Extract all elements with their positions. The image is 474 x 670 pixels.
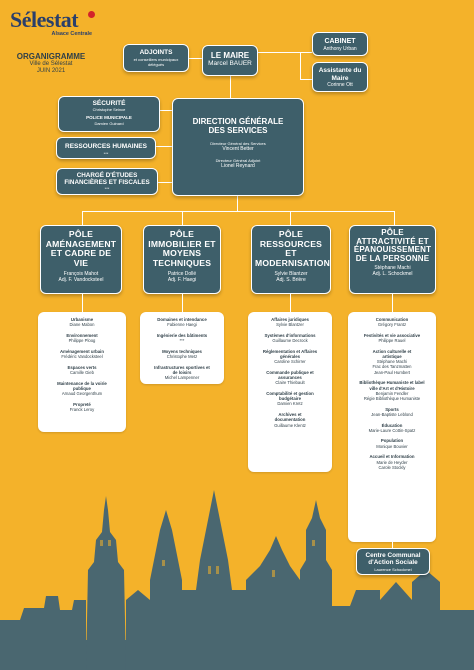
pole-ressources-box[interactable] xyxy=(251,225,331,294)
connector xyxy=(230,76,231,98)
connector xyxy=(394,211,395,225)
logo-name: Sélestat xyxy=(10,7,79,32)
connector xyxy=(237,196,238,211)
connector xyxy=(160,110,172,111)
skyline-center xyxy=(246,536,300,670)
police-title: POLICE MUNICIPALE xyxy=(86,115,132,120)
connector xyxy=(258,52,312,53)
window xyxy=(216,566,219,574)
list-item: Moyens techniques Christophe Metz xyxy=(162,348,202,360)
securite-name: Christophe Seince xyxy=(92,107,126,112)
pole-chief: François Mahot xyxy=(63,271,99,277)
dgs-role2: Directeur Général Adjoint xyxy=(215,158,261,163)
connector xyxy=(82,211,83,225)
cabinet-name: Anthony Urban xyxy=(323,46,357,52)
page-title: ORGANIGRAMME xyxy=(16,52,86,61)
connector xyxy=(158,182,172,183)
assistante-box[interactable] xyxy=(312,62,368,92)
list-item: Domaines et intendance Fabienne Haegi xyxy=(157,317,207,328)
dgs-role1: Directeur Général des Services xyxy=(210,141,266,146)
dgs-name2: Lionel Reynard xyxy=(221,163,255,169)
pole-title: PÔLE ATTRACTIVITÉ ET ÉPANOUISSEMENT DE LA PERSONNE xyxy=(353,228,432,263)
etudes-title: CHARGÉ D'ÉTUDES FINANCIÈRES ET FISCALES xyxy=(64,172,150,187)
skyline-far-right xyxy=(380,570,474,670)
connector xyxy=(290,294,291,312)
window xyxy=(272,570,275,577)
pole-chief: Sylvie Blantzer xyxy=(274,271,308,277)
list-item: Propreté Franck Leroy xyxy=(69,401,95,412)
skyline-middle xyxy=(126,510,182,670)
assistante-title: Assistante du Maire xyxy=(318,67,362,82)
adjoints-box[interactable] xyxy=(123,44,189,72)
connector xyxy=(188,58,202,59)
skyline-tower-right xyxy=(300,500,332,670)
skyline-water-tower xyxy=(86,496,126,670)
list-item: Action culturelle et artistique Stéphane Machi Frac des Tanzmatten Jean-Paul Humbert xyxy=(372,348,412,375)
window xyxy=(100,540,103,546)
connector xyxy=(82,211,394,212)
list-item: Comptabilité et gestion budgétaire Damien Kretz xyxy=(266,391,314,407)
rh-name: *** xyxy=(103,151,109,156)
pole-amenagement-box[interactable] xyxy=(40,225,122,294)
list-item: Aménagement urbain Frédéric Vandocksteel xyxy=(60,348,104,360)
cabinet-title: CABINET xyxy=(324,38,356,45)
pole-ressources-list xyxy=(248,312,332,472)
list-item: Maintenance de la voirie publique Arnaud Georgenthum xyxy=(57,380,107,397)
pole-immobilier-list xyxy=(140,312,224,384)
pole-adj: Adj. L. Schockmel xyxy=(372,271,413,278)
cabinet-box[interactable] xyxy=(312,32,368,56)
pole-adj: Adj. F. Haegi xyxy=(167,277,197,283)
securite-title: SÉCURITÉ xyxy=(92,100,126,107)
list-item: Commande publique et assurances Claire Thiebault xyxy=(266,369,314,386)
etudes-box[interactable] xyxy=(56,168,158,195)
maire-title: LE MAIRE xyxy=(210,51,250,60)
maire-box[interactable] xyxy=(202,45,258,76)
pole-title: PÔLE AMÉNAGEMENT ET CADRE DE VIE xyxy=(45,229,117,268)
rh-box[interactable] xyxy=(56,137,156,159)
window xyxy=(162,560,165,566)
connector xyxy=(182,211,183,225)
list-item: Accueil et Information Marie de Heyder Carole Stockly xyxy=(369,454,415,470)
ccas-name: Laurence Schockmel xyxy=(374,567,412,573)
ccas-box[interactable] xyxy=(356,548,430,575)
list-item: Archives et documentation Guillaume Klentz xyxy=(274,412,306,428)
connector xyxy=(82,294,83,312)
police-name: Damien Guinard xyxy=(94,121,124,126)
list-item: Infrastructures sportives et de loisirs Michel Lampenner xyxy=(154,364,210,381)
connector xyxy=(156,146,172,147)
list-item: Bibliothèque Humaniste et label ville d'Art et d'Histoire Benjamin Fendler Régie Bibliothèque Humaniste xyxy=(359,380,425,401)
list-item: Population Monique Bouvier xyxy=(376,438,408,449)
page-date: JUIN 2021 xyxy=(36,68,66,74)
logo-emblem-icon xyxy=(88,11,95,18)
connector xyxy=(300,52,301,80)
list-item: Urbanisme Diane Mabon xyxy=(69,317,95,328)
list-item: Environnement Philippe Ploog xyxy=(66,332,98,344)
list-item: Éducation Marie-Laure Cottin-Spatz xyxy=(368,422,416,433)
logo-sub: Alsace Centrale xyxy=(51,31,92,37)
list-item: Sports Jean-Baptiste Leblond xyxy=(371,406,413,417)
skyline-buildings-left xyxy=(0,596,86,670)
pole-title: PÔLE RESSOURCES ET MODERNISATION xyxy=(255,229,331,268)
assistante-name: Corinne Ott xyxy=(327,82,353,88)
pole-chief: Stéphane Machi xyxy=(374,265,411,272)
window xyxy=(312,540,315,546)
ccas-title: Centre Communal d'Action Sociale xyxy=(365,552,421,567)
window xyxy=(208,566,211,574)
pole-chief: Patrice Dollé xyxy=(167,271,197,277)
pole-adj: Adj. S. Brière xyxy=(276,277,306,283)
list-item: Ingénierie des bâtiments *** xyxy=(156,332,208,344)
list-item: Communication Grégory Frantz xyxy=(375,317,409,328)
securite-box[interactable] xyxy=(58,96,160,132)
list-item: Réglementation et Affaires générales Caroline Schirrer xyxy=(262,348,318,365)
list-item: Festivités et vie associative Philippe Rauel xyxy=(363,332,421,344)
adjoints-sub: et conseillers municipaux délégués xyxy=(133,57,179,67)
list-item: Espaces verts Camille Gieb xyxy=(67,364,97,375)
adjoints-title: ADJOINTS xyxy=(139,49,173,56)
header xyxy=(2,52,100,75)
list-item: Systèmes d'informations Guillaume Decrock xyxy=(264,332,316,344)
logo xyxy=(10,9,96,37)
pole-title: PÔLE IMMOBILIER ET MOYENS TECHNIQUES xyxy=(148,229,216,268)
dgs-name1: Vincent Better xyxy=(222,146,254,152)
pole-adj: Adj. F. Vandocksteel xyxy=(58,277,104,283)
page-subtitle: Ville de Sélestat xyxy=(29,61,73,67)
skyline-right xyxy=(332,590,380,670)
etudes-name: *** xyxy=(104,186,110,192)
list-item: Affaires juridiques Sylvie Blantzer xyxy=(271,317,309,328)
maire-name: Marcel BAUER xyxy=(208,60,252,67)
pole-attractivite-box[interactable] xyxy=(349,225,436,294)
rh-title: RESSOURCES HUMAINES xyxy=(65,143,147,150)
pole-amenagement-list xyxy=(38,312,126,432)
dgs-box[interactable] xyxy=(172,98,304,196)
window xyxy=(108,540,111,546)
dgs-title: DIRECTION GÉNÉRALE DES SERVICES xyxy=(192,117,284,135)
connector xyxy=(290,211,291,225)
connector xyxy=(182,294,183,312)
connector xyxy=(392,294,393,312)
skyline-church-left xyxy=(182,490,246,670)
connector xyxy=(300,79,312,80)
pole-immobilier-box[interactable] xyxy=(143,225,221,294)
